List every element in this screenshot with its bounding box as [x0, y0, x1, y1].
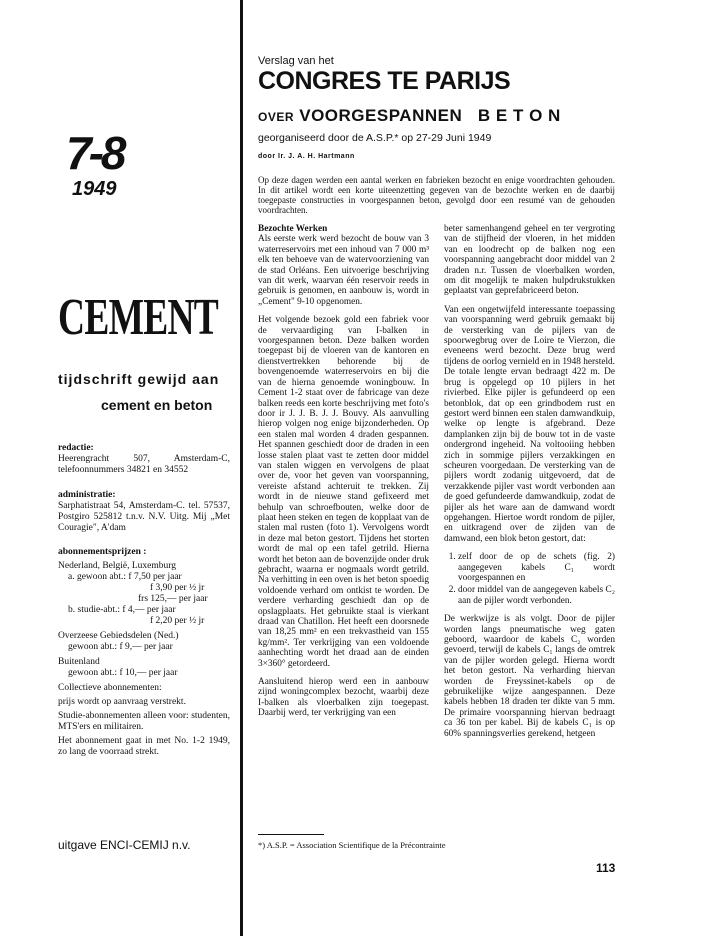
article-kicker: Verslag van het: [258, 55, 334, 67]
body-column-2: [444, 224, 615, 747]
paragraph: beter samenhangend geheel en ter vergroting van de stijfheid der vloeren, in het midden van en loodrecht op de balken nog een voorspanning aangebracht door middel van 2 draden n.r. Tussen de vloerbalken worden, om dit mogelijk te maken hulpdrukstukken geplaatst van geprefabriceerd beton.: [444, 224, 615, 297]
list-item: 2. door middel van de aangegeven kabels C₂ aan de pijler wordt verbonden.: [458, 585, 615, 606]
subscription-line: gewoon abt.: f 9,— per jaar: [68, 642, 173, 652]
article-subtitle: georganiseerd door de A.S.P.* op 27-29 Juni 1949: [258, 132, 492, 144]
tagline-line2: cement en beton: [101, 397, 213, 413]
administratie-heading: administratie:: [58, 490, 116, 500]
title-beton: B E T O N: [477, 106, 561, 125]
publisher: uitgave ENCI-CEMIJ n.v.: [58, 838, 191, 852]
subscription-line: prijs wordt op aanvraag verstrekt.: [58, 697, 186, 707]
subscription-heading: abonnementsprijzen :: [58, 547, 147, 557]
subscription-block: [58, 547, 230, 758]
vertical-rule: [240, 0, 243, 936]
subscription-line: Studie-abonnementen alleen voor: studenten, MTS'ers en militairen.: [58, 711, 230, 732]
paragraph: Het volgende bezoek gold een fabriek voor de vervaardiging van I-balken in voorgespannen beton. Deze balken worden toegepast bij de vloeren van de kantoren en dienstvertrekken behorende bij de bovengenoemde waterreservoirs en bij die van de hierna genoemde woningbouw. In Cement 1-2 staat over de fabricage van deze balken reeds een korte beschrijving met foto's door ir J. J. B. J. J. Bouvy. Als aanvulling hierop volgen nog enige bijzonderheden. Op een stalen mal worden 4 draden gespannen. Het spannen geschiedt door de draden in een losse stalen plaat vast te zetten door middel van stalen wiggen en vervolgens de plaat over de, voor het geven van voorspanning, vereiste afstand achteruit te trekken. Zij wordt in de nieuwe stand gefixeerd met behulp van schroefbouten, welke door de plaat heen steken en tegen de kopplaat van de stalen mal rusten (foto 1). Vervolgens wordt in deze mal beton gestort. Tijdens het storten wordt de mal op een tafel getrild. Hierna wordt het beton aan de bovenzijde onder druk gebracht, waarna er nogmaals wordt getrild. Na verhitting in een oven is het beton spoedig voldoende verhard om ontkist te worden. De verdere verharding geschiedt dan op de opslagplaats. Het gebruikte staal is vierkant draad van Chatillon. Het heeft een doorsnede van 18,25 mm² en een trekvastheid van 155 kg/mm². Ter verkrijging van een voldoende aanhechting wordt het draad aan de einden 3×360° getordeerd.: [258, 315, 429, 669]
body-column-1: [258, 224, 429, 727]
redactie-block: [58, 443, 230, 476]
subscription-line: frs 125,— per jaar: [138, 594, 208, 604]
page-number: 113: [596, 861, 616, 875]
redactie-text: Heerengracht 507, Amsterdam-C, telefoonnummers 34821 en 34552: [58, 454, 230, 475]
subscription-line: f 3,90 per ½ jr: [150, 583, 205, 593]
issue-number: 7-8: [66, 127, 124, 179]
subscription-line: Collectieve abonnementen:: [58, 683, 162, 693]
administratie-text: Sarphatistraat 54, Amsterdam-C. tel. 57537, Postgiro 525812 t.n.v. N.V. Uitg. Mij „Met Couragie", A'dam: [58, 501, 230, 533]
paragraph: Van een ongetwijfeld interessante toepassing van voorspanning werd gebruik gemaakt bij de versterking van de pijlers van de spoorwegbrug over de Loire te Vierzon, die eveneens werd bezocht. Deze brug werd tijdens de oorlog vernield en in 1948 hersteld. De totale lengte ervan bedraagt 422 m. De brug is opgelegd op 10 pijlers in het rivierbed. Elke pijler is gefundeerd op een betonblok, dat op een grindbodem rust en gestort werd binnen een stalen damwandkuip, welke op lengte is afgebrand. Deze damplanken zijn bij de bouw tot in de vaste ondergrond ingeheid. Na voltooiing hebben zich in sommige pijlers verzakkingen en scheuren voorgedaan. De versterking van de pijlers wordt zodanig uitgevoerd, dat de verzakkende pijler vast wordt verbonden aan de goed gefundeerde damwandkuip, zodat de pijler als het ware aan de damwand wordt opgehangen. Hiertoe wordt rondom de pijler, en uitkragend over de zijden van de damwand, een blok beton gestort, dat:: [444, 304, 615, 544]
article-title: CONGRES TE PARIJS: [258, 67, 511, 95]
issue-year: 1949: [72, 178, 117, 200]
tagline-line1: tijdschrift gewijd aan: [58, 371, 220, 387]
journal-masthead: CEMENT: [58, 289, 219, 346]
subscription-line: Buitenland: [58, 657, 100, 667]
paragraph: De werkwijze is als volgt. Door de pijler worden langs pneumatische weg gaten geboord, waardoor de kabels C₂ worden gevoerd, terwijl de kabels C₁ langs de omtrek van de pijler worden gelegd. Hierna wordt het beton gestort. Na verharding hiervan worden de Freyssinet-kabels op de gebruikelijke wijze aangespannen. Deze kabels hebben 18 draden ter dikte van 5 mm. De primaire voorspanning hiervan bedraagt ca 36 ton per kabel. Bij de kabels C₁ is op 60% spanningsverlies gerekend, hetgeen: [444, 614, 615, 739]
title-voorgespannen: VOORGESPANNEN: [299, 106, 463, 125]
paragraph: Aansluitend hierop werd een in aanbouw zijnd woningcomplex bezocht, waarbij deze I-balken als vloerbalken zijn toegepast. Daarbij werd, ter verkrijging van een: [258, 677, 429, 719]
list-item: 1. zelf door de op de schets (fig. 2) aangegeven kabels C₁ wordt voorgespannen en: [458, 552, 615, 583]
article-intro: Op deze dagen werden een aantal werken en fabrieken bezocht en enige voordrachten gehouden. In dit artikel wordt een korte uiteenzetting gegeven van de bezochte werken en de daarbij toegepaste constructies in voorgespannen beton, gevolgd door een resumé van de gehouden voordrachten.: [258, 175, 615, 215]
section-heading: Bezochte Werken: [258, 224, 328, 234]
paragraph: Als eerste werk werd bezocht de bouw van 3 waterreservoirs met een inhoud van 7 000 m³ elk ten behoeve van de watervoorziening van de stad Orléans. Een uitvoerige beschrijving van dit werk, waarvan één reservoir reeds in gebruik is genomen, en aanbouw is, wordt in „Cement" 9-10 opgenomen.: [258, 234, 429, 307]
administratie-block: [58, 490, 230, 534]
article-author: door Ir. J. A. H. Hartmann: [258, 153, 355, 160]
subscription-line: gewoon abt.: f 10,— per jaar: [68, 668, 178, 678]
numbered-list: [444, 552, 615, 606]
subscription-line: a. gewoon abt.: f 7,50 per jaar: [68, 572, 182, 582]
subscription-line: b. studie-abt.: f 4,— per jaar: [68, 605, 176, 615]
title-over: OVER: [258, 110, 295, 124]
subscription-line: Het abonnement gaat in met No. 1-2 1949, zo lang de voorraad strekt.: [58, 736, 230, 757]
subscription-line: Overzeese Gebiedsdelen (Ned.): [58, 631, 179, 641]
footnote: *) A.S.P. = Association Scientifique de la Précontrainte: [258, 840, 446, 850]
subscription-line: f 2,20 per ½ jr: [150, 616, 205, 626]
redactie-heading: redactie:: [58, 443, 94, 453]
footnote-rule: [258, 834, 324, 835]
subscription-line: Nederland, België, Luxemburg: [58, 561, 177, 571]
article-title-line2: [258, 106, 561, 126]
